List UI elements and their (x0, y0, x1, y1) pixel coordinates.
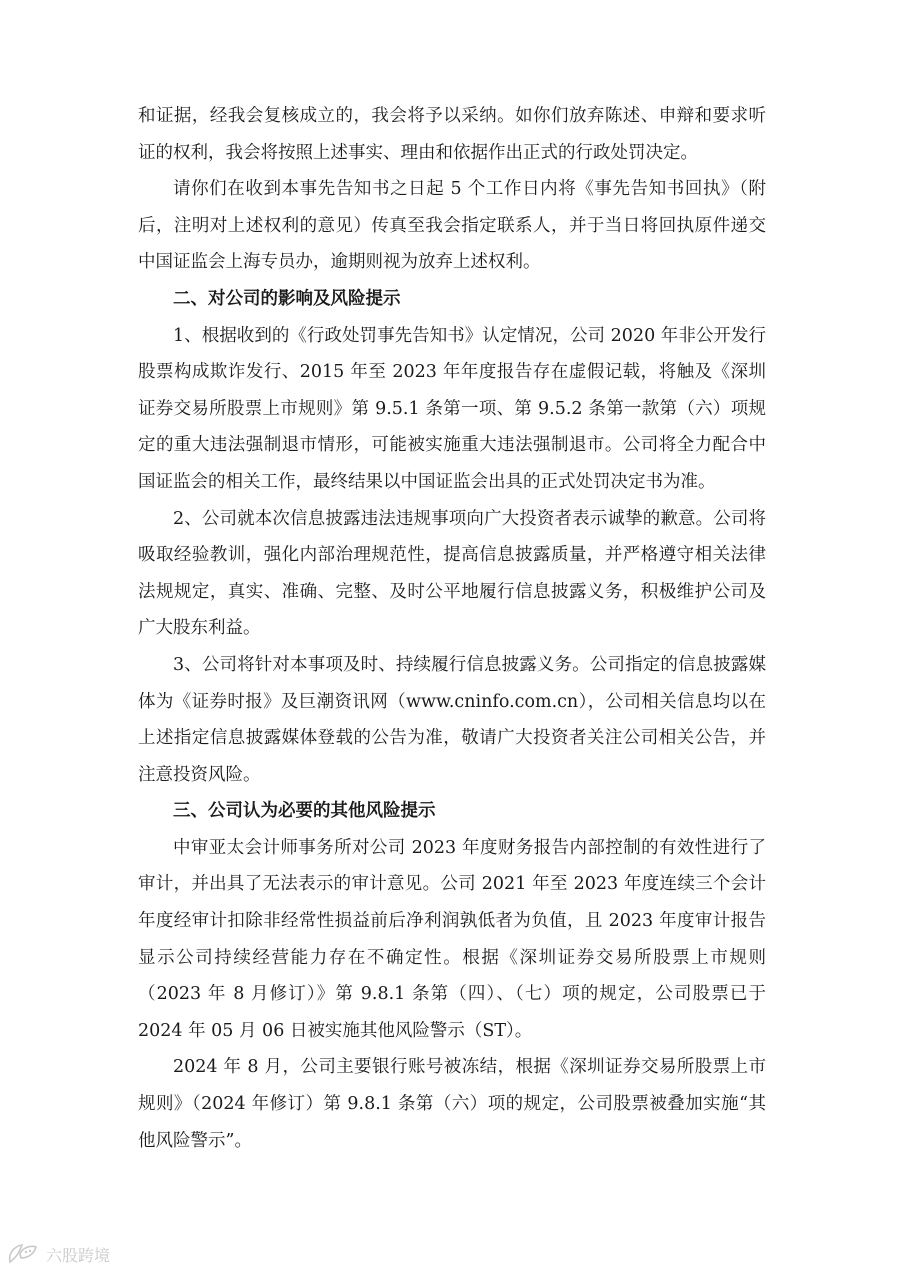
section-heading-impact: 二、对公司的影响及风险提示 (173, 288, 401, 309)
paragraph-account-frozen: 2024 年 8 月，公司主要银行账号被冻结，根据《深圳证券交易所股票上市规则》（2024 年修订）第 9.8.1 条第（六）项的规定，公司股票被叠加实施“其他风险警示”。 (138, 1057, 766, 1151)
document-body (138, 98, 766, 1159)
paragraph-impact-2: 2、公司就本次信息披露违法违规事项向广大投资者表示诚挚的歉意。公司将吸取经验教训，强化内部治理规范性，提高信息披露质量，并严格遵守相关法律法规规定，真实、准确、完整、及时公平地履行信息披露义务，积极维护公司及广大股东利益。 (138, 508, 766, 639)
watermark-text: 六股跨境 (46, 1245, 111, 1265)
paragraph-impact-1: 1、根据收到的《行政处罚事先告知书》认定情况，公司 2020 年非公开发行股票构成欺诈发行、2015 年至 2023 年年度报告存在虚假记载，将触及《深圳证券交易所股票上市规则》第 9.5.1 条第一项、第 9.5.2 条第一款第（六）项规定的重大违法强制退市情形，可能被实施重大违法强制退市。公司将全力配合中国证监会的相关工作，最终结果以中国证监会出具的正式处罚决定书为准。 (138, 325, 766, 492)
paragraph-audit-opinion: 中审亚太会计师事务所对公司 2023 年度财务报告内部控制的有效性进行了审计，并出具了无法表示的审计意见。公司 2021 年至 2023 年度连续三个会计年度经审计扣除非经常性损益前后净利润孰低者为负值，且 2023 年度审计报告显示公司持续经营能力存在不确定性。根据《深圳证券交易所股票上市规则（2023 年 8 月修订）》第 9.8.1 条第（四）、（七）项的规定，公司股票已于 2024 年 05 月 06 日被实施其他风险警示（ST）。 (138, 837, 766, 1041)
section-heading-other-risks: 三、公司认为必要的其他风险提示 (173, 801, 436, 822)
watermark (6, 1240, 110, 1268)
paragraph-receipt-instruction: 请你们在收到本事先告知书之日起 5 个工作日内将《事先告知书回执》（附后，注明对上述权利的意见）传真至我会指定联系人，并于当日将回执原件递交中国证监会上海专员办，逾期则视为放弃上述权利。 (138, 179, 766, 273)
leaf-chat-logo-icon (6, 1242, 40, 1266)
paragraph-hearing-rights: 和证据，经我会复核成立的，我会将予以采纳。如你们放弃陈述、申辩和要求听证的权利，我会将按照上述事实、理由和依据作出正式的行政处罚决定。 (138, 106, 766, 163)
paragraph-impact-3: 3、公司将针对本事项及时、持续履行信息披露义务。公司指定的信息披露媒体为《证券时报》及巨潮资讯网（www.cninfo.com.cn），公司相关信息均以在上述指定信息披露媒体登载的公告为准，敬请广大投资者关注公司相关公告，并注意投资风险。 (138, 654, 766, 785)
